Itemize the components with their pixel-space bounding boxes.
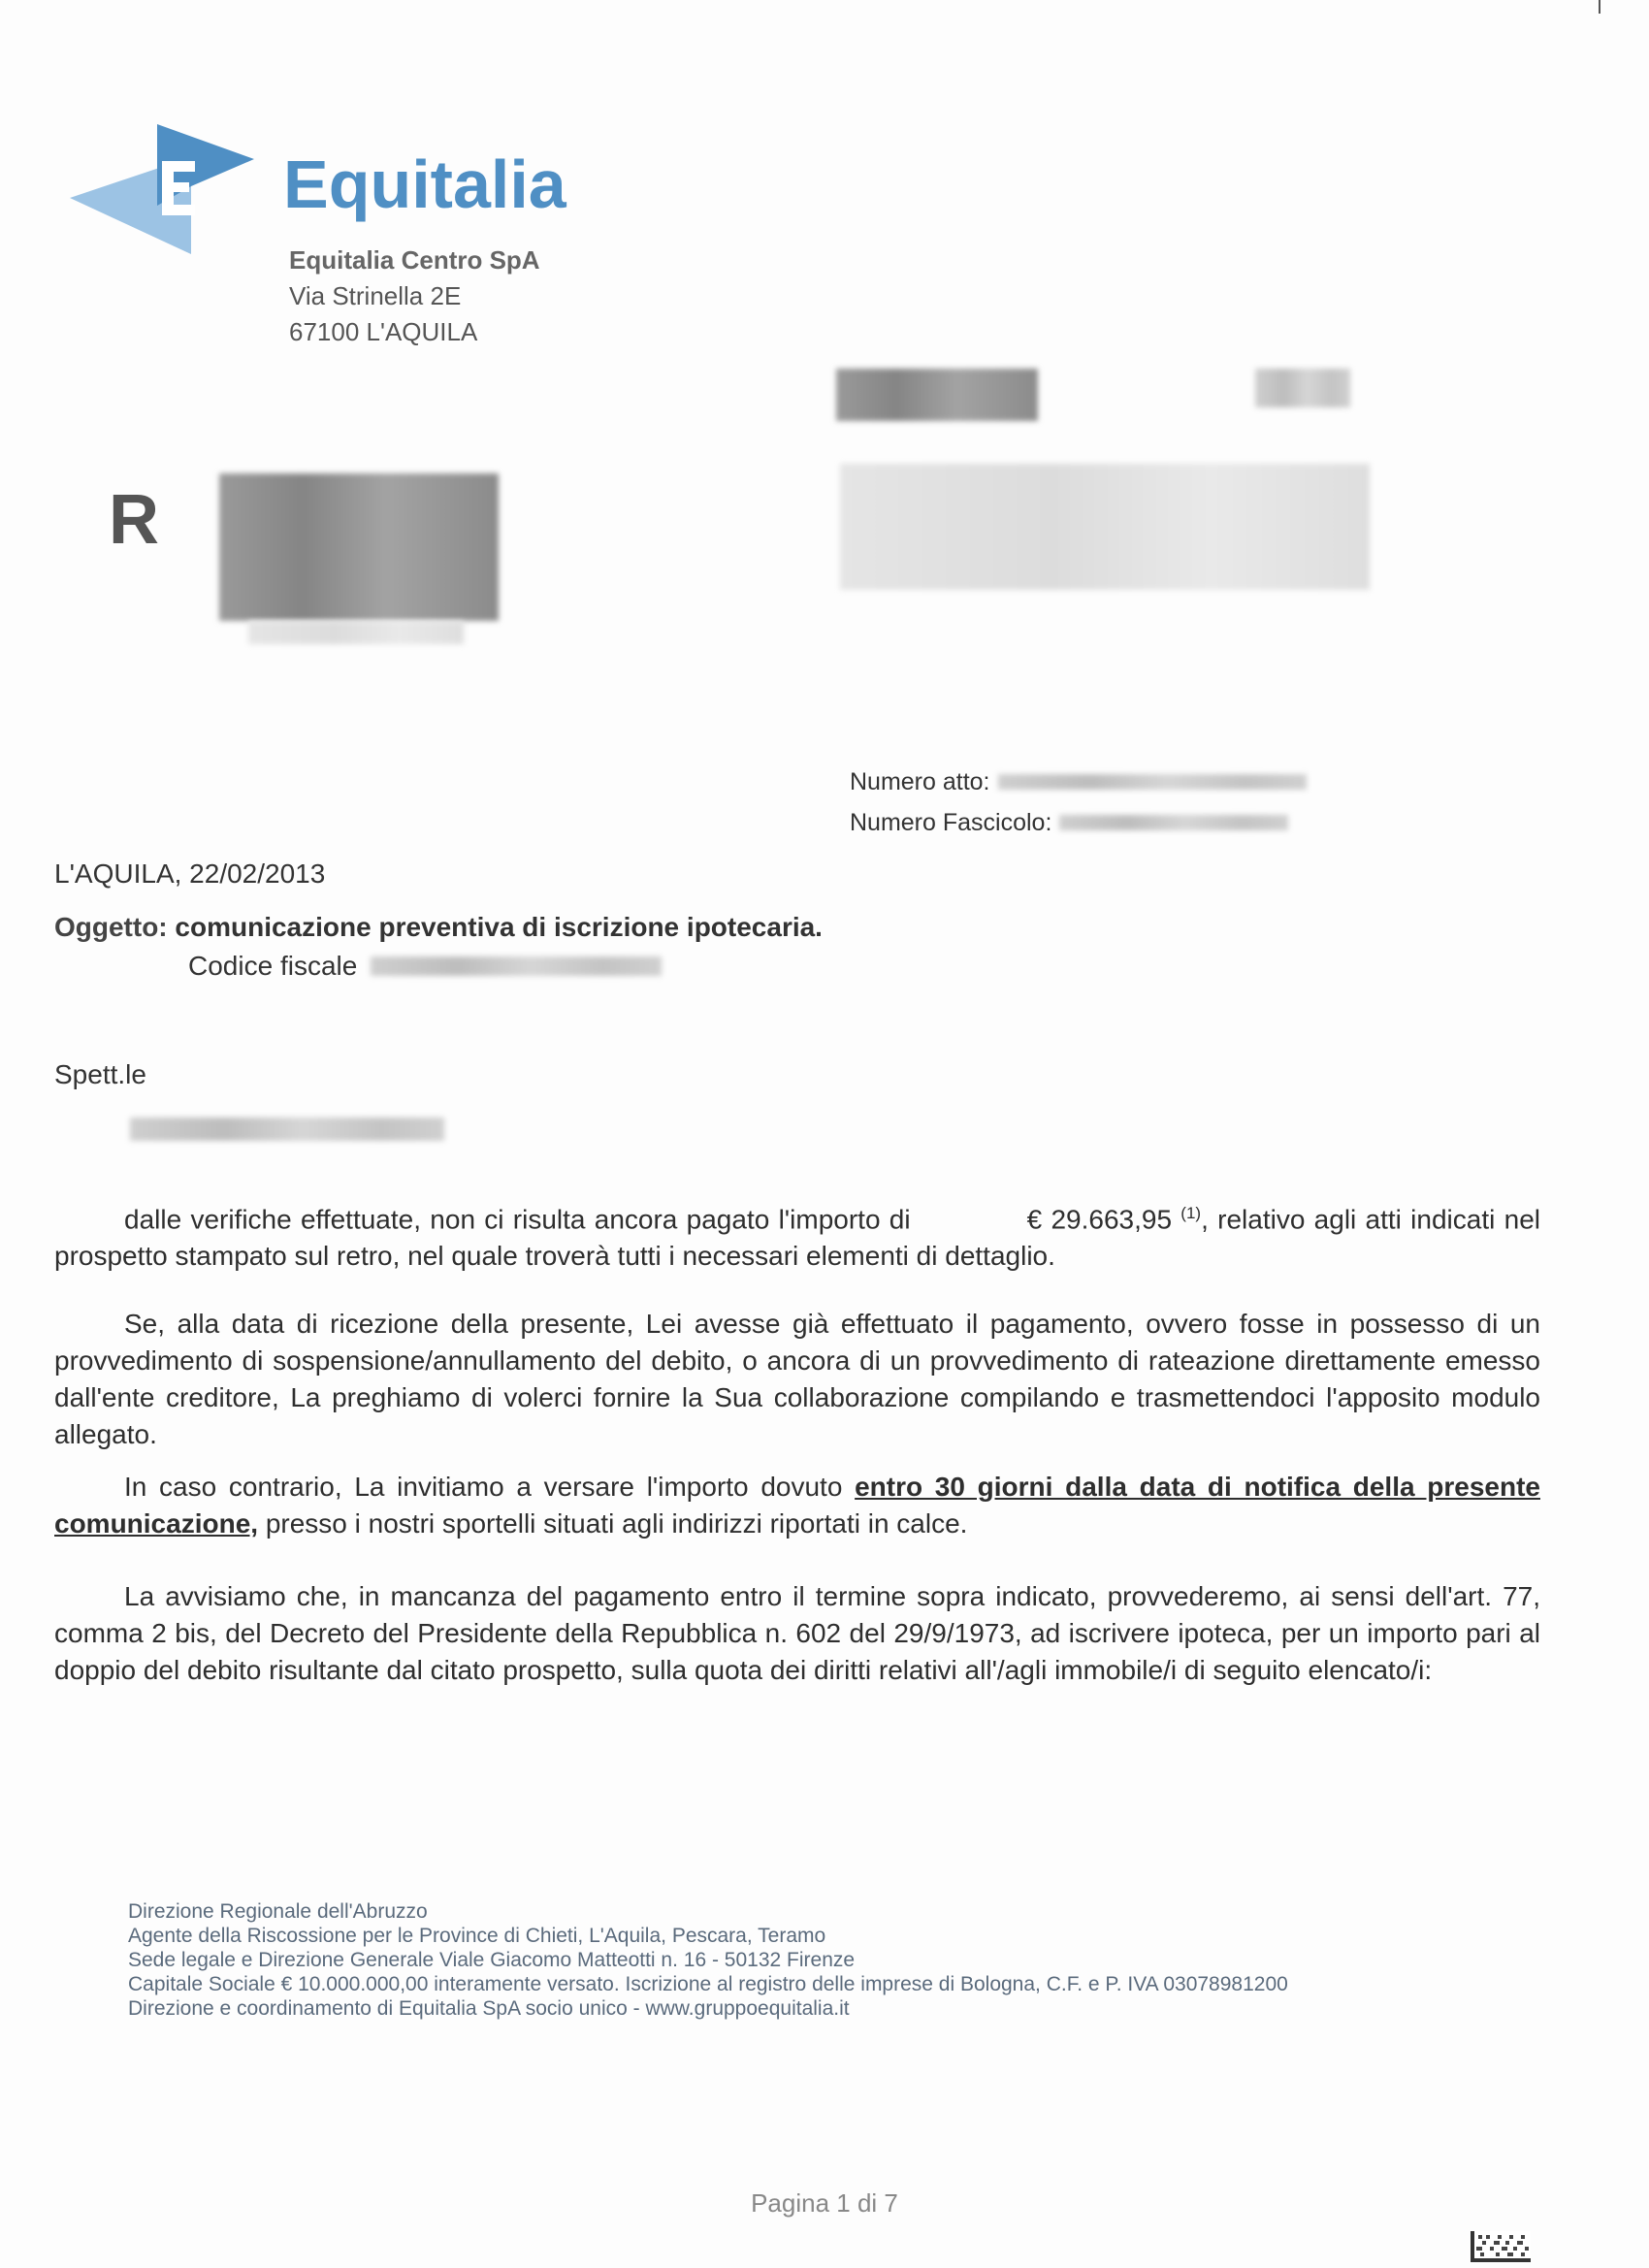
footer-line-3: Sede legale e Direzione Generale Viale Giacomo Matteotti n. 16 - 50132 Firenze bbox=[128, 1949, 856, 1971]
footer-line-4: Capitale Sociale € 10.000.000,00 interamente versato. Iscrizione al registro delle imprese di Bologna, C.F. e P. IVA 03078981200 bbox=[128, 1973, 1288, 1995]
subject-line bbox=[54, 912, 823, 943]
paragraph-amount bbox=[54, 1195, 1540, 1275]
subject-text: comunicazione preventiva di iscrizione ipotecaria. bbox=[175, 912, 823, 942]
footer-line-1: Direzione Regionale dell'Abruzzo bbox=[128, 1900, 428, 1923]
sender-company: Equitalia Centro SpA bbox=[289, 245, 540, 275]
p3-text-a: In caso contrario, La invitiamo a versare l'importo dovuto bbox=[124, 1472, 843, 1502]
p2-text: Se, alla data di ricezione della presente, Lei avesse già effettuato il pagamento, ovvero fosse in possesso di un provvedimento di sospensione/annullamento del debito, o ancora di un provvedimento di rateazione direttamente emesso dall'ente creditore, La preghiamo di volerci fornire la Sua collaborazione compilando e trasmettendoci l'apposito modulo allegato. bbox=[54, 1309, 1540, 1449]
p3-text-b: presso i nostri sportelli situati agli indirizzi riportati in calce. bbox=[265, 1508, 968, 1539]
equitalia-logo-icon bbox=[70, 118, 264, 254]
redacted-barcode bbox=[219, 473, 499, 621]
company-footer bbox=[128, 1899, 1288, 2021]
p1-text-a: dalle verifiche effettuate, non ci risulta ancora pagato l'importo di bbox=[124, 1204, 911, 1235]
page-number: Pagina 1 di 7 bbox=[751, 2188, 898, 2218]
codice-fiscale-label: Codice fiscale bbox=[188, 951, 358, 981]
footer-line-2: Agente della Riscossione per le Province di Chieti, L'Aquila, Pescara, Teramo bbox=[128, 1925, 826, 1947]
amount-due: € 29.663,95 bbox=[1026, 1204, 1173, 1235]
numero-atto-row bbox=[850, 761, 1307, 802]
redacted-recipient-name bbox=[130, 1118, 444, 1141]
brand-name: Equitalia bbox=[283, 146, 566, 222]
codice-fiscale-row bbox=[188, 951, 662, 982]
footer-line-5: Direzione e coordinamento di Equitalia SpA socio unico - www.gruppoequitalia.it bbox=[128, 1997, 850, 2020]
subject-label: Oggetto: bbox=[54, 912, 168, 942]
redacted-codice-fiscale bbox=[371, 956, 662, 976]
datamatrix-code-icon bbox=[1471, 2231, 1531, 2262]
sender-street: Via Strinella 2E bbox=[289, 281, 462, 310]
paragraph-already-paid bbox=[54, 1306, 1540, 1453]
redacted-recipient-address bbox=[840, 464, 1370, 590]
p1-text-b: , relativo agli atti indicati nel prospetto stampato sul retro, nel quale troverà tutti i necessari elementi di dettaglio. bbox=[54, 1204, 1540, 1272]
paragraph-mortgage-notice bbox=[54, 1578, 1540, 1689]
sender-address bbox=[289, 243, 540, 350]
scan-edge-mark bbox=[1599, 0, 1600, 14]
numero-fascicolo-label: Numero Fascicolo: bbox=[850, 809, 1052, 836]
numero-atto-label: Numero atto: bbox=[850, 768, 990, 795]
redacted-recipient-name-top bbox=[836, 369, 1038, 421]
redacted-numero-fascicolo bbox=[1059, 815, 1288, 830]
footnote-marker: (1) bbox=[1180, 1204, 1202, 1222]
p4-text: La avvisiamo che, in mancanza del pagamento entro il termine sopra indicato, provvederemo, ai sensi dell'art. 77, comma 2 bis, del Decreto del Presidente della Repubblica n. 602 del 29/9/1973, ad iscrivere ipoteca, per un importo pari al doppio del debito risultante dal citato prospetto, sulla quota dei diritti relativi all'/agli immobile/i di seguito elencato/i: bbox=[54, 1581, 1540, 1685]
sender-city: 67100 L'AQUILA bbox=[289, 317, 478, 346]
document-references bbox=[850, 761, 1307, 843]
registered-mail-mark: R bbox=[109, 481, 159, 559]
salutation: Spett.le bbox=[54, 1059, 146, 1089]
payment-deadline: entro 30 giorni dalla data di notifica della presente comunicazione, bbox=[54, 1472, 1540, 1539]
redacted-recipient-code bbox=[1255, 369, 1350, 407]
redacted-numero-atto bbox=[998, 774, 1307, 790]
numero-fascicolo-row bbox=[850, 802, 1307, 843]
place-date: L'AQUILA, 22/02/2013 bbox=[54, 859, 326, 889]
redacted-barcode-number bbox=[248, 621, 464, 644]
paragraph-payment-deadline bbox=[54, 1469, 1540, 1542]
